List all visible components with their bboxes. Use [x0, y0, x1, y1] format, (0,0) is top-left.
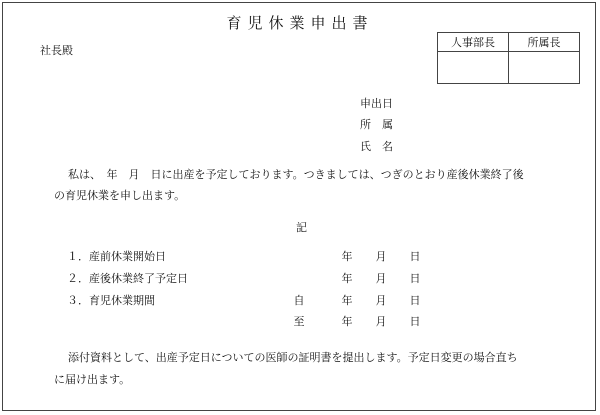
item-day: 日	[409, 272, 421, 285]
footer-line-2: に届け出ます。	[54, 373, 131, 386]
department-label: 所 属	[360, 118, 393, 131]
item-month: 月	[375, 250, 387, 263]
approval-header-dept-manager: 所属長	[509, 33, 580, 52]
approval-header-hr-manager: 人事部長	[438, 33, 509, 52]
item-day: 日	[409, 294, 421, 307]
item-day: 日	[409, 315, 421, 328]
name-label: 氏 名	[360, 140, 393, 153]
item-from-label: 自	[293, 294, 305, 307]
addressee: 社長殿	[40, 44, 73, 57]
footer-line-1: 添付資料として、出産予定日についての医師の証明書を提出します。予定日変更の場合直ち	[68, 351, 518, 364]
item-year: 年	[341, 272, 353, 285]
item-day: 日	[409, 250, 421, 263]
document-title: 育児休業申出書	[226, 14, 374, 32]
item-year: 年	[341, 250, 353, 263]
item-label: ２．産後休業終了予定日	[67, 272, 188, 285]
body-line-1: 私は、 年 月 日に出産を予定しております。つきましては、つぎのとおり産後休業終了後	[68, 168, 524, 181]
item-year: 年	[341, 315, 353, 328]
item-month: 月	[375, 272, 387, 285]
approval-stamp-box-hr-manager[interactable]	[438, 52, 509, 84]
item-label: １．産前休業開始日	[67, 250, 166, 263]
approval-stamp-box-dept-manager[interactable]	[509, 52, 580, 84]
item-month: 月	[375, 315, 387, 328]
item-year: 年	[341, 294, 353, 307]
approval-stamp-table	[437, 32, 580, 84]
item-label: ３．育児休業期間	[67, 294, 155, 307]
item-month: 月	[375, 294, 387, 307]
body-line-2: の育児休業を申し出ます。	[54, 189, 186, 202]
ki-heading: 記	[296, 221, 307, 234]
item-to-label: 至	[293, 315, 305, 328]
application-date-label: 申出日	[360, 97, 393, 110]
